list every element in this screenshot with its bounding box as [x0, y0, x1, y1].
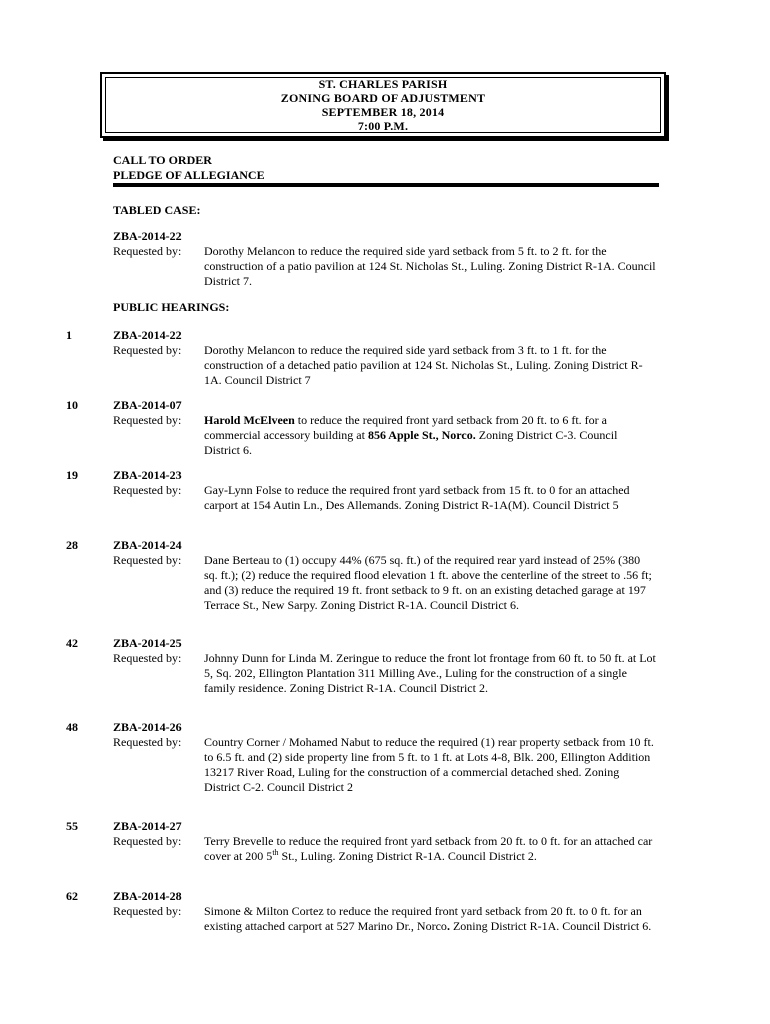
case-id: ZBA-2014-26 — [113, 720, 182, 734]
page-number: 10 — [66, 398, 78, 412]
requested-by-label: Requested by: — [113, 244, 182, 258]
pledge-of-allegiance: PLEDGE OF ALLEGIANCE — [113, 168, 265, 182]
header-date: SEPTEMBER 18, 2014 — [321, 105, 445, 119]
case-id: ZBA-2014-27 — [113, 819, 182, 833]
case-id: ZBA-2014-23 — [113, 468, 182, 482]
case-id: ZBA-2014-25 — [113, 636, 182, 650]
case-id: ZBA-2014-07 — [113, 398, 182, 412]
description-text: Terry Brevelle to reduce the required front yard setback from 20 ft. to 0 ft. for an attached car cover at 200 5 — [204, 834, 653, 863]
divider-rule — [113, 183, 659, 187]
requested-by-label: Requested by: — [113, 413, 182, 427]
case-description: Dorothy Melancon to reduce the required side yard setback from 3 ft. to 1 ft. for the construction of a detached patio pavilion at 124 St. Nicholas St., Luling. Zoning District R-1A. Council District 7 — [204, 343, 643, 387]
tabled-case-heading: TABLED CASE: — [113, 203, 201, 217]
requested-by-label: Requested by: — [113, 651, 182, 665]
page-number: 19 — [66, 468, 78, 482]
requested-by-label: Requested by: — [113, 483, 182, 497]
description-text: Zoning District C-3. Council District 6. — [204, 428, 618, 457]
description-text: to reduce the required front yard setback from 20 ft. to 6 ft. for a commercial accessory building at — [204, 413, 607, 442]
applicant-name: Harold McElveen — [204, 413, 295, 427]
requested-by-label: Requested by: — [113, 834, 182, 848]
case-description: Gay-Lynn Folse to reduce the required front yard setback from 15 ft. to 0 for an attached carport at 154 Autin Ln., Des Allemands. Zoning District R-1A(M). Council District 5 — [204, 483, 630, 512]
page-number: 48 — [66, 720, 78, 734]
opening-items — [113, 153, 265, 183]
case-description: Dorothy Melancon to reduce the required side yard setback from 5 ft. to 2 ft. for the construction of a patio pavilion at 124 St. Nicholas St., Luling. Zoning District R-1A. Council District 7. — [204, 244, 656, 288]
bold-period: . — [446, 919, 450, 933]
requested-by-label: Requested by: — [113, 553, 182, 567]
page-number: 42 — [66, 636, 78, 650]
case-id: ZBA-2014-22 — [113, 328, 182, 342]
requested-by-label: Requested by: — [113, 904, 182, 918]
page-number: 28 — [66, 538, 78, 552]
case-description: Country Corner / Mohamed Nabut to reduce the required (1) rear property setback from 10 ft. to 6.5 ft. and (2) side property line from 5 ft. to 1 ft. at Lots 4-8, Blk. 200, Ellington Addition 13217 River Road, Luling for the construction of a commercial detached shed. Zoning District C-2. Council District 2 — [204, 735, 654, 794]
case-description — [204, 834, 656, 864]
agenda-header-box — [100, 72, 666, 138]
ordinal-suffix: th — [272, 848, 279, 857]
public-hearings-heading: PUBLIC HEARINGS: — [113, 300, 230, 314]
header-parish: ST. CHARLES PARISH — [318, 77, 448, 91]
agenda-header-inner — [105, 77, 661, 133]
header-time: 7:00 P.M. — [357, 119, 409, 133]
case-id: ZBA-2014-24 — [113, 538, 182, 552]
case-id: ZBA-2014-22 — [113, 229, 182, 243]
description-text: Simone & Milton Cortez to reduce the required front yard setback from 20 ft. to 0 ft. for an existing attached carport at 527 Marino Dr., Norco — [204, 904, 642, 933]
property-address: 856 Apple St., Norco. — [367, 428, 476, 442]
page-number: 55 — [66, 819, 78, 833]
header-board: ZONING BOARD OF ADJUSTMENT — [280, 91, 486, 105]
page-number: 62 — [66, 889, 78, 903]
case-description: Dane Berteau to (1) occupy 44% (675 sq. ft.) of the required rear yard instead of 25% (380 sq. ft.); (2) reduce the required flood elevation 1 ft. above the centerline of the street to .56 ft; and (3) reduce the required 19 ft. front setback to 9 ft. on an existing detached garage at 197 Terrace St., New Sarpy. Zoning District R-1A. Council District 6. — [204, 553, 652, 612]
requested-by-label: Requested by: — [113, 735, 182, 749]
call-to-order: CALL TO ORDER — [113, 153, 212, 167]
case-id: ZBA-2014-28 — [113, 889, 182, 903]
page-number: 1 — [66, 328, 72, 342]
case-description — [204, 413, 656, 458]
case-description: Johnny Dunn for Linda M. Zeringue to reduce the front lot frontage from 60 ft. to 50 ft. at Lot 5, Sq. 202, Ellington Plantation 311 Milling Ave., Luling for the construction of a single family residence. Zoning District R-1A. Council District 2. — [204, 651, 656, 695]
description-text: St., Luling. Zoning District R-1A. Council District 2. — [278, 849, 537, 863]
description-text: Zoning District R-1A. Council District 6. — [449, 919, 652, 933]
requested-by-label: Requested by: — [113, 343, 182, 357]
case-description — [204, 904, 656, 934]
